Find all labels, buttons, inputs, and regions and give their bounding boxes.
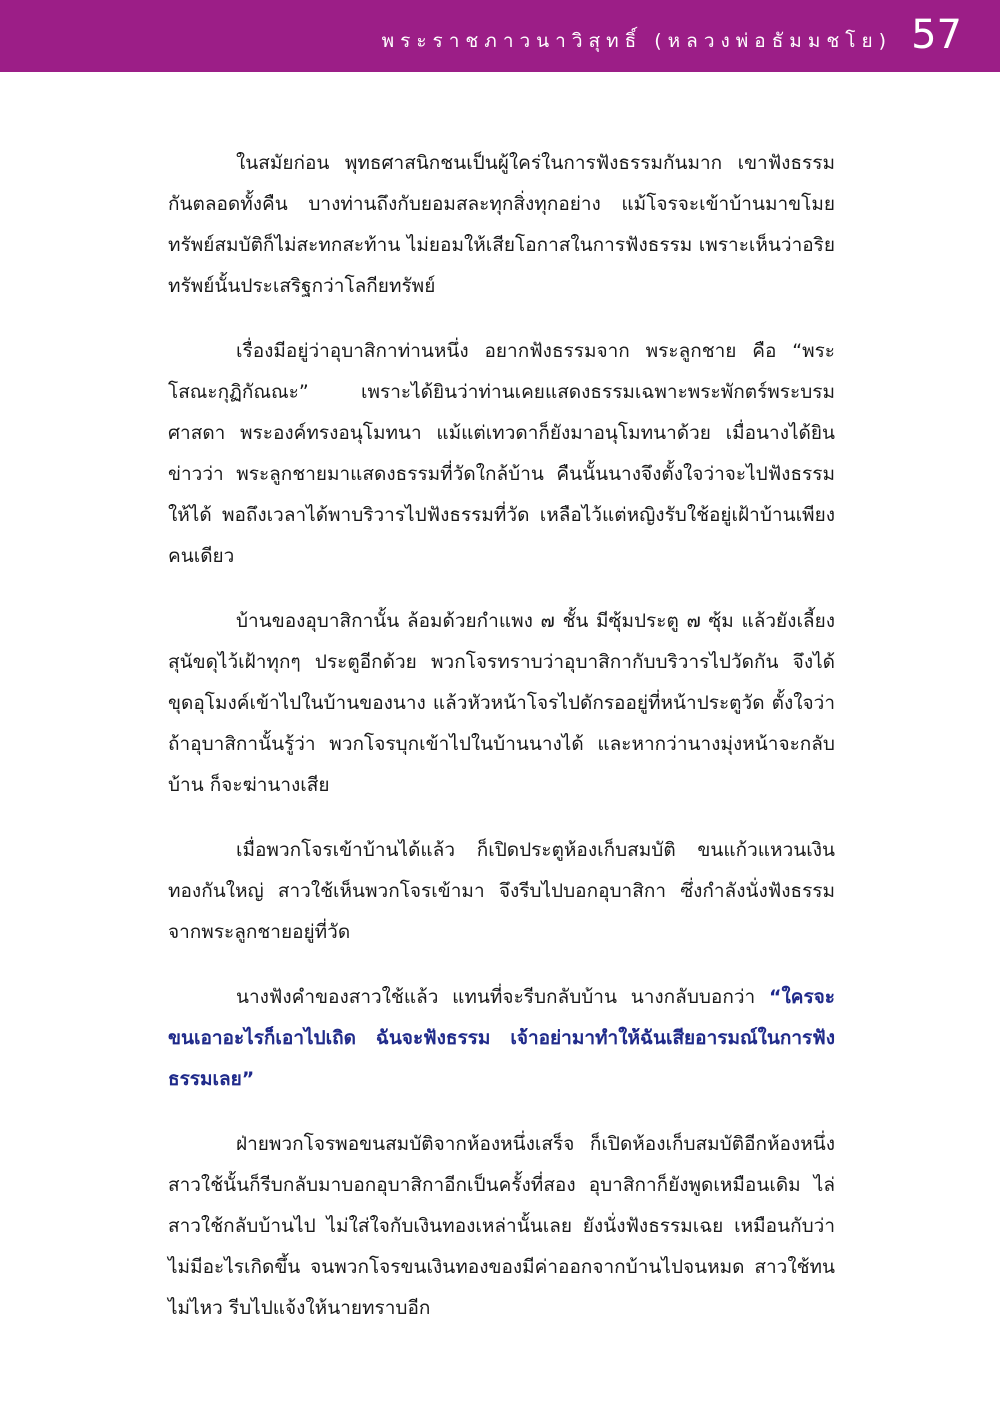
page-header — [0, 0, 1000, 72]
paragraph-3: บ้านของอุบาสิกานั้น ล้อมด้วยกำแพง ๗ ชั้น มีซุ้มประตู ๗ ซุ้ม แล้วยังเลี้ยงสุนัขดุไว้เฝ้าทุกๆ ประตูอีกด้วย พวกโจรทราบว่าอุบาสิกากับบริวารไปวัดกัน จึงได้ขุดอุโมงค์เข้าไปในบ้านของนาง แล้วหัวหน้าโจรไปดักรออยู่ที่หน้าประตูวัด ตั้งใจว่าถ้าอุบาสิกานั้นรู้ว่า พวกโจรบุกเข้าไปในบ้านนางได้ และหากว่านางมุ่งหน้าจะกลับบ้าน ก็จะฆ่านางเสีย — [168, 610, 835, 796]
paragraph-2: เรื่องมีอยู่ว่าอุบาสิกาท่านหนึ่ง อยากฟังธรรมจาก พระลูกชาย คือ “พระโสณะกุฏิกัณณะ” เพราะได้ยินว่าท่านเคยแสดงธรรมเฉพาะพระพักตร์พระบรมศาสดา พระองค์ทรงอนุโมทนา แม้แต่เทวดาก็ยังมาอนุโมทนาด้วย เมื่อนางได้ยินข่าวว่า พระลูกชายมาแสดงธรรมที่วัดใกล้บ้าน คืนนั้นนางจึงตั้งใจว่าจะไปฟังธรรมให้ได้ พอถึงเวลาได้พาบริวารไปฟังธรรมที่วัด เหลือไว้แต่หญิงรับใช้อยู่เฝ้าบ้านเพียงคนเดียว — [168, 340, 835, 567]
running-header-title: พระราชภาวนาวิสุทธิ์ (หลวงพ่อธัมมชโย) — [381, 30, 892, 52]
paragraph-5-text: นางฟังคำของสาวใช้แล้ว แทนที่จะรีบกลับบ้าน นางกลับบอกว่า — [236, 986, 769, 1008]
body-text — [168, 143, 835, 1353]
page-number: 57 — [911, 12, 962, 58]
paragraph-5 — [168, 977, 835, 1100]
quoted-speech-emphasis: “ใครจะขนเอาอะไรก็เอาไปเถิด ฉันจะฟังธรรม เจ้าอย่ามาทำให้ฉันเสียอารมณ์ในการฟังธรรมเลย” — [168, 986, 835, 1090]
paragraph-4: เมื่อพวกโจรเข้าบ้านได้แล้ว ก็เปิดประตูห้องเก็บสมบัติ ขนแก้วแหวนเงินทองกันใหญ่ สาวใช้เห็นพวกโจรเข้ามา จึงรีบไปบอกอุบาสิกา ซึ่งกำลังนั่งฟังธรรม จากพระลูกชายอยู่ที่วัด — [168, 839, 835, 943]
paragraph-1: ในสมัยก่อน พุทธศาสนิกชนเป็นผู้ใคร่ในการฟังธรรมกันมาก เขาฟังธรรมกันตลอดทั้งคืน บางท่านถึงกับยอมสละทุกสิ่งทุกอย่าง แม้โจรจะเข้าบ้านมาขโมยทรัพย์สมบัติก็ไม่สะทกสะท้าน ไม่ยอมให้เสียโอกาสในการฟังธรรม เพราะเห็นว่าอริยทรัพย์นั้นประเสริฐกว่าโลกียทรัพย์ — [168, 152, 835, 297]
paragraph-6: ฝ่ายพวกโจรพอขนสมบัติจากห้องหนึ่งเสร็จ ก็เปิดห้องเก็บสมบัติอีกห้องหนึ่ง สาวใช้นั้นก็รีบกลับมาบอกอุบาสิกาอีกเป็นครั้งที่สอง อุบาสิกาก็ยังพูดเหมือนเดิม ไล่สาวใช้กลับบ้านไป ไม่ใส่ใจกับเงินทองเหล่านั้นเลย ยังนั่งฟังธรรมเฉย เหมือนกับว่าไม่มีอะไรเกิดขึ้น จนพวกโจรขนเงินทองของมีค่าออกจากบ้านไปจนหมด สาวใช้ทนไม่ไหว รีบไปแจ้งให้นายทราบอีก — [168, 1133, 835, 1319]
